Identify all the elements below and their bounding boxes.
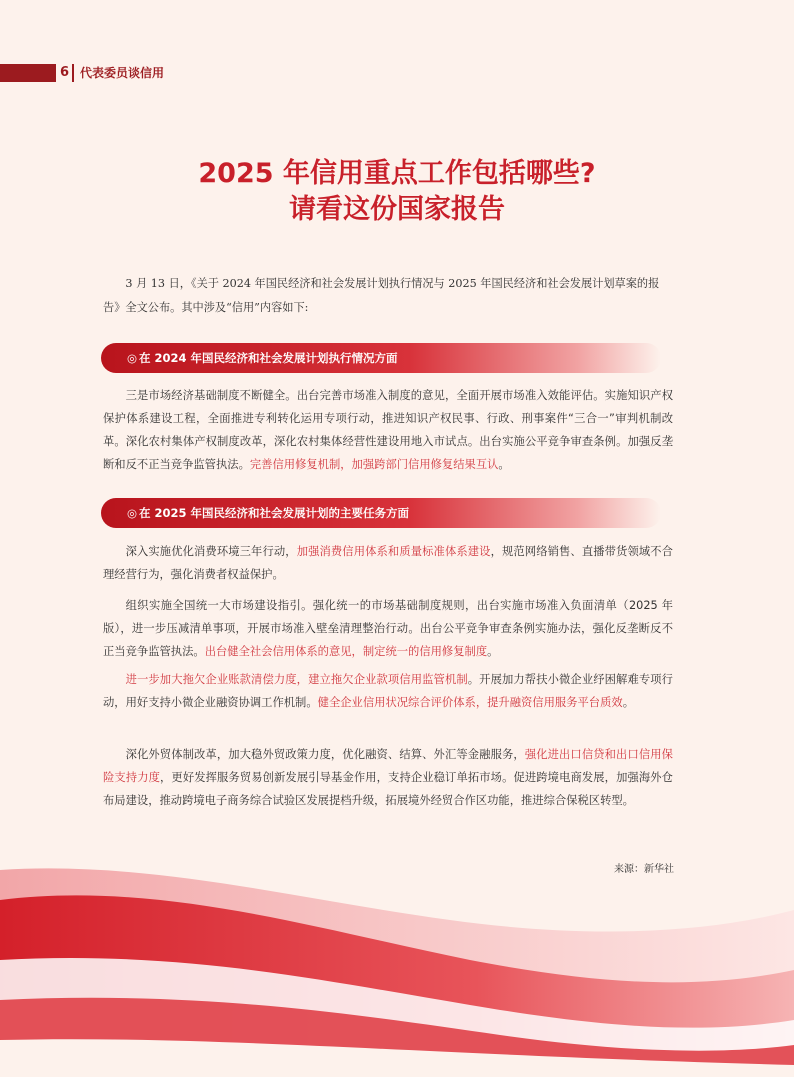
- page-title-line-1: 2025 年信用重点工作包括哪些?: [198, 158, 596, 189]
- highlighted-text: 完善信用修复机制，加强跨部门信用修复结果互认: [249, 458, 499, 471]
- paragraph-text: ，更好发挥服务贸易创新发展引导基金作用，支持企业稳订单拓市场。促进跨境电商发展，加强海外仓布局建设，推动跨境电子商务综合试验区发展提档升级，拓展境外经贸合作区功能，推进综合保税区转型。: [103, 771, 673, 807]
- paragraph-text: 深入实施优化消费环境三年行动，: [125, 545, 297, 558]
- paragraph: [103, 743, 673, 812]
- intro-paragraph: 3 月 13 日，《关于 2024 年国民经济和社会发展计划执行情况与 2025 年国民经济和社会发展计划草案的报告》全文公布。其中涉及“信用”内容如下:: [103, 277, 660, 314]
- section-heading-2024: [101, 343, 661, 373]
- header-divider: [72, 64, 74, 82]
- highlighted-text: 出台健全社会信用体系的意见，制定统一的信用修复制度: [204, 645, 488, 658]
- paragraph-text: 。开展加力帮扶小微企业纾困解难专项行动，用好支持小微企业融资协调工作机制。: [103, 673, 673, 709]
- paragraph-text: ，规范网络销售、直播带货领域不合理经营行为，强化消费者权益保护。: [103, 545, 673, 581]
- section-heading-text: 在 2025 年国民经济和社会发展计划的主要任务方面: [139, 506, 410, 520]
- section-heading-text: 在 2024 年国民经济和社会发展计划执行情况方面: [139, 351, 398, 365]
- page-title-line-2: 请看这份国家报告: [289, 194, 505, 225]
- highlighted-text: 健全企业信用状况综合评价体系，提升融资信用服务平台质效: [317, 696, 623, 709]
- paragraph-text: 。: [622, 696, 634, 709]
- paragraph-text: 三是市场经济基础制度不断健全。出台完善市场准入制度的意见，全面开展市场准入效能评估。实施知识产权保护体系建设工程，全面推进专利转化运用专项行动，推进知识产权民事、行政、刑事案件“三合一”审判机制改革。深化农村集体产权制度改革，深化农村集体经营性建设用地入市试点。出台实施公平竞争审查条例。加强反垄断和反不正当竞争监管执法。: [103, 389, 673, 471]
- column-name: 代表委员谈信用: [80, 66, 165, 80]
- section-heading-2025: [101, 498, 661, 528]
- circle-mark-icon: ◎: [127, 351, 138, 365]
- circle-mark-icon: ◎: [127, 506, 138, 520]
- source-credit: 来源：新华社: [614, 864, 674, 875]
- paragraph: [103, 384, 673, 476]
- page-number: 6: [60, 65, 70, 80]
- paragraph: [103, 668, 673, 714]
- paragraph-text: 。: [498, 458, 510, 471]
- paragraph: [103, 540, 673, 586]
- paragraph: [103, 594, 673, 663]
- paragraph-text: 。: [487, 645, 499, 658]
- decorative-wave-graphic: [0, 840, 794, 1077]
- highlighted-text: 进一步加大拖欠企业账款清偿力度，建立拖欠企业款项信用监管机制: [125, 673, 468, 686]
- page-header-bar: [0, 64, 56, 82]
- paragraph-text: 组织实施全国统一大市场建设指引。强化统一的市场基础制度规则，出台实施市场准入负面清单（2025 年版），进一步压减清单事项，开展市场准入壁垒清理整治行动。出台公平竞争审查条例实施办法，强化反垄断反不正当竞争监管执法。: [103, 599, 673, 658]
- highlighted-text: 强化进出口信贷和出口信用保险支持力度: [103, 748, 673, 784]
- highlighted-text: 加强消费信用体系和质量标准体系建设: [296, 545, 491, 558]
- paragraph-text: 深化外贸体制改革，加大稳外贸政策力度，优化融资、结算、外汇等金融服务，: [125, 748, 525, 761]
